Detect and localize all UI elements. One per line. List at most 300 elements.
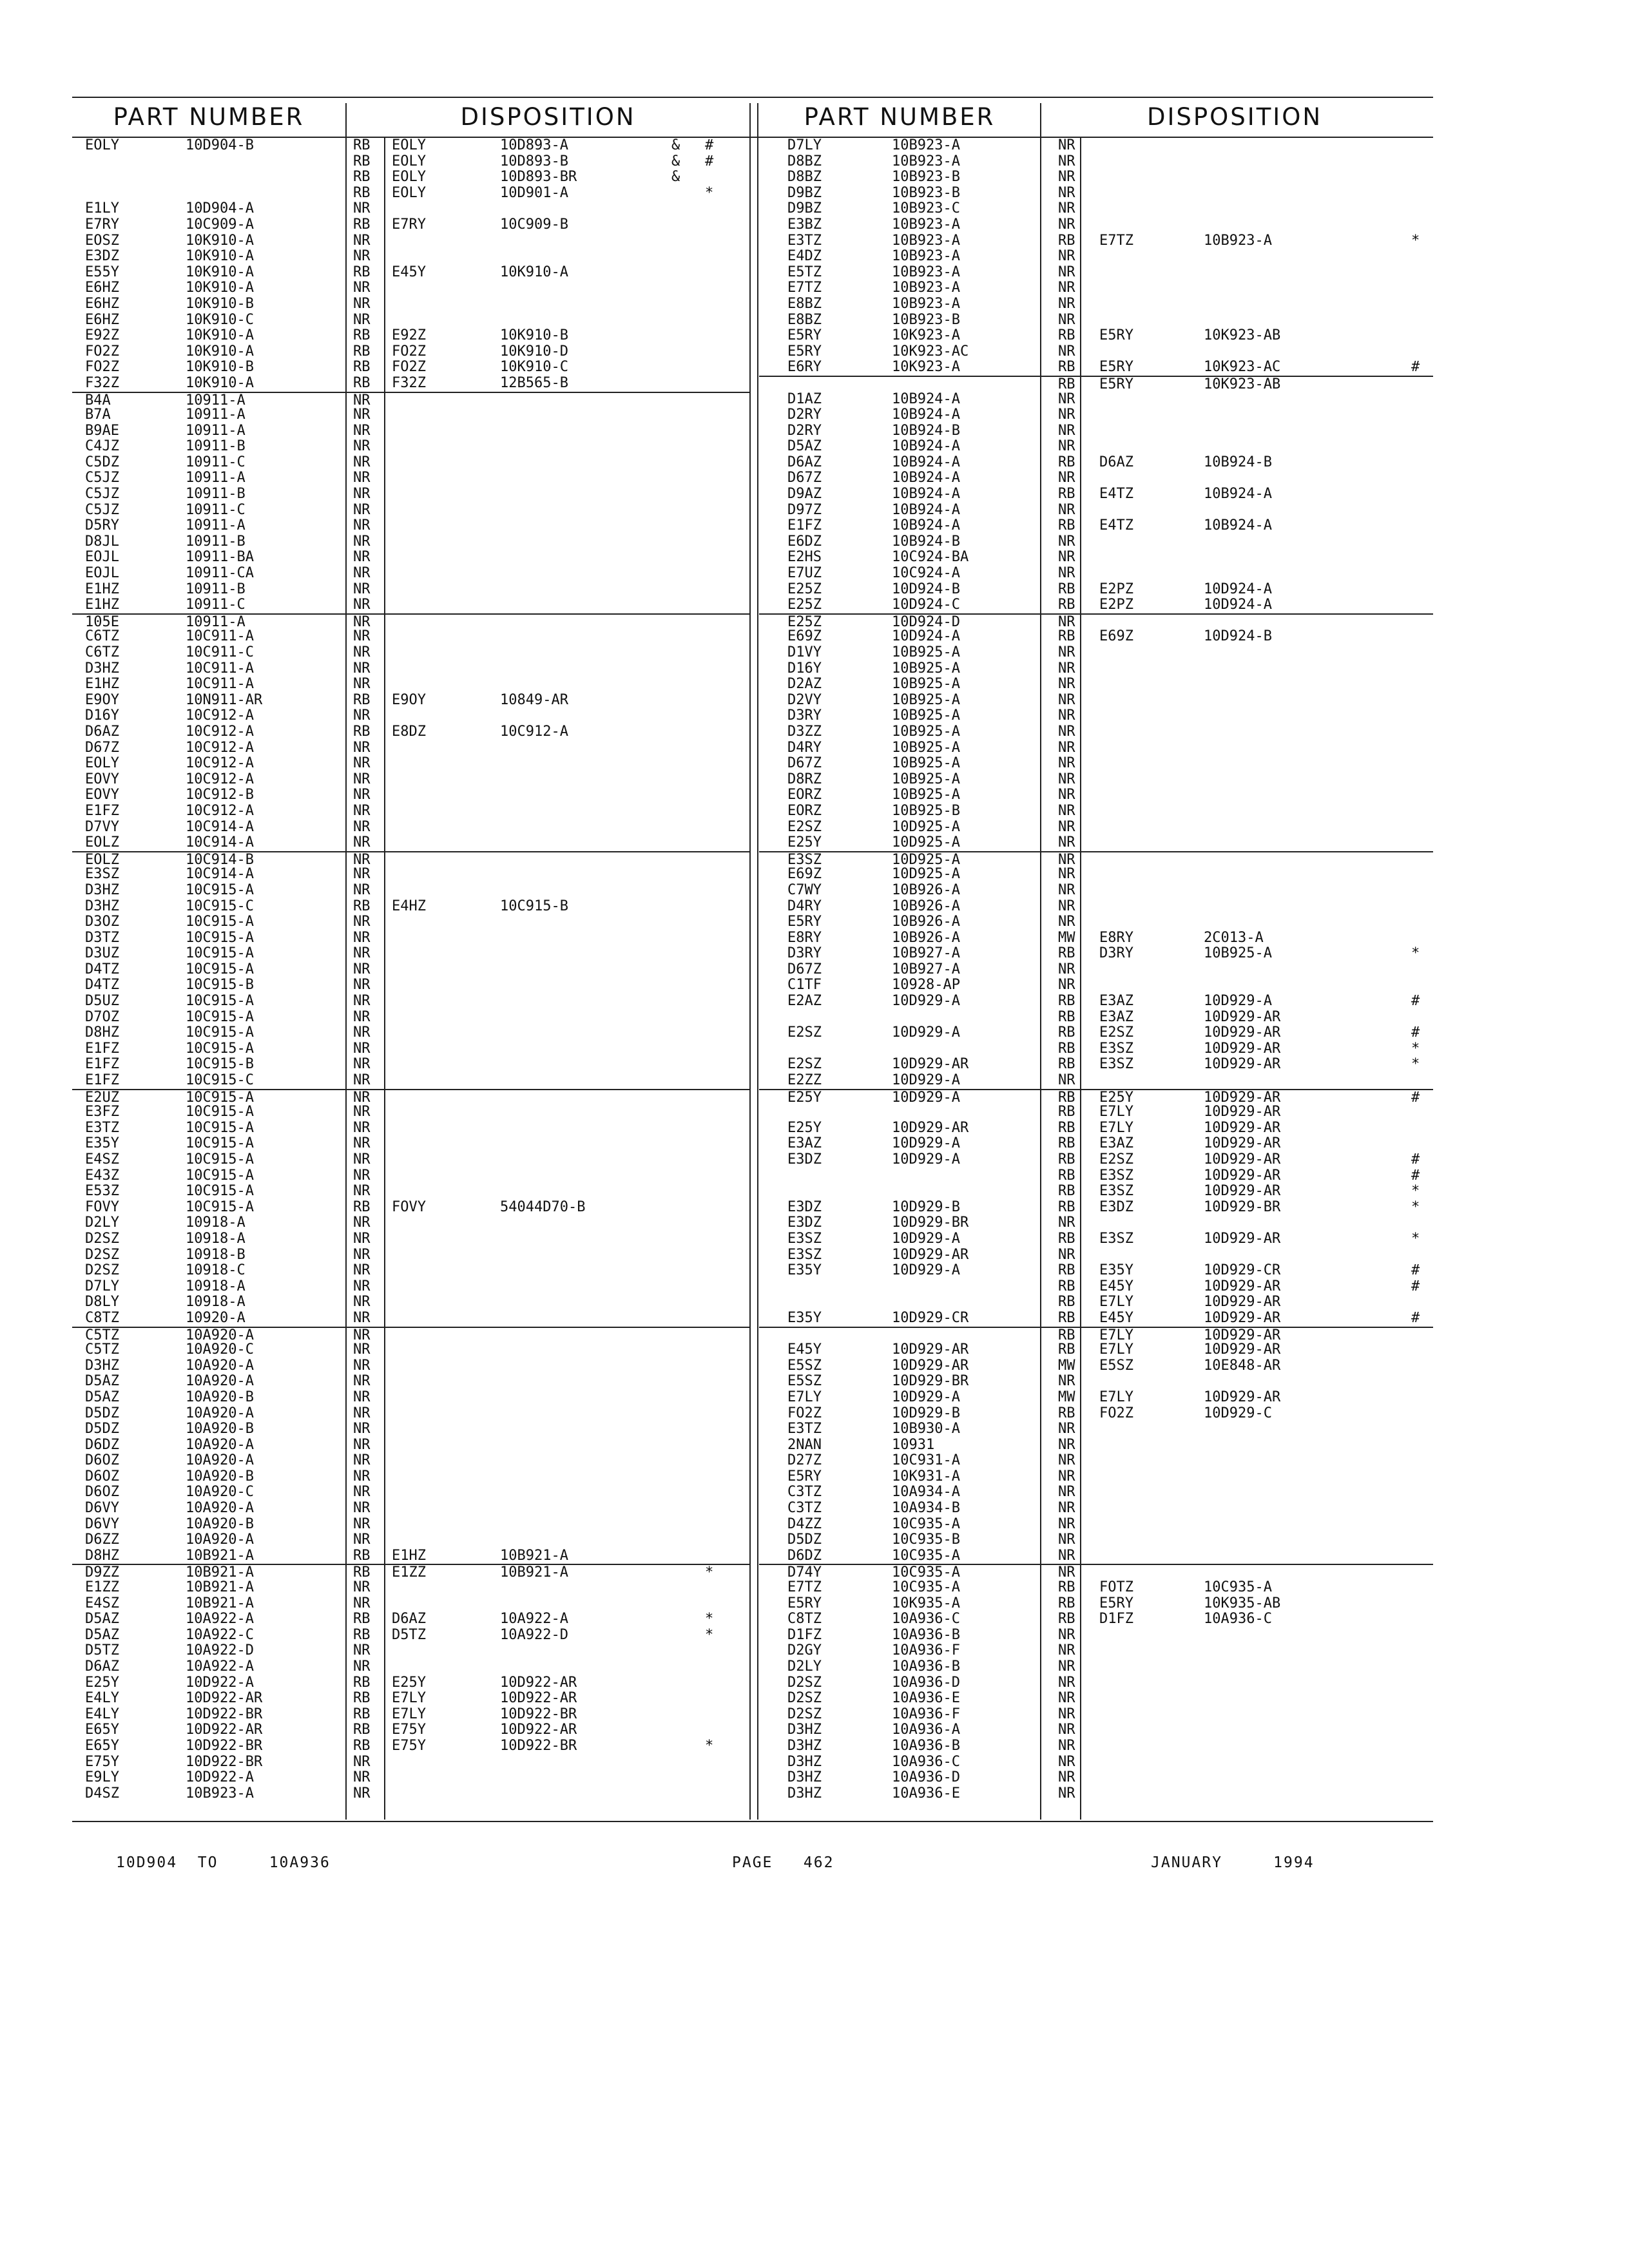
disposition-code: NR [1058, 390, 1075, 407]
part-code: D67Z [787, 470, 822, 486]
disposition-code: RB [353, 1626, 371, 1643]
part-code: D67Z [85, 739, 119, 756]
part-number: 10B921-A [186, 1564, 254, 1581]
part-code: D2SZ [85, 1262, 119, 1279]
part-number: 10911-A [186, 392, 246, 408]
part-code: D2AZ [787, 676, 822, 693]
part-number: 10A934-B [892, 1500, 960, 1517]
table-row [759, 708, 1433, 724]
part-number: 10B923-B [892, 184, 960, 201]
replacement-number: 10B923-A [1204, 232, 1272, 249]
replacement-number: 10D924-A [1204, 597, 1272, 613]
part-number: 10911-B [186, 533, 246, 550]
flag-mark: * [1411, 945, 1420, 962]
table-row [72, 280, 749, 296]
disposition-code: NR [353, 914, 371, 930]
disposition-code: NR [353, 1230, 371, 1247]
table-row [72, 186, 749, 202]
part-code: D6AZ [85, 723, 119, 740]
table-row [72, 883, 749, 899]
disposition-code: NR [353, 597, 371, 613]
part-code: E1FZ [85, 1072, 119, 1089]
part-number: 10D929-BR [892, 1215, 969, 1231]
table-row [72, 994, 749, 1010]
replacement-number: 10C912-A [500, 723, 568, 740]
table-row [72, 1738, 749, 1754]
part-code: E65Y [85, 1722, 119, 1738]
part-number: 10A936-B [892, 1626, 960, 1643]
part-code: EOSZ [85, 232, 119, 249]
part-number: 10C924-A [892, 565, 960, 582]
part-number: 10D924-A [892, 628, 960, 645]
part-number: 10C915-A [186, 1008, 254, 1025]
table-row [759, 740, 1433, 756]
part-number: 10C912-A [186, 707, 254, 724]
disposition-code: NR [353, 818, 371, 835]
part-number: 10A920-A [186, 1405, 254, 1421]
disposition-code: NR [1058, 881, 1075, 898]
part-number: 10C935-A [892, 1547, 960, 1564]
disposition-code: RB [1058, 581, 1075, 597]
replacement-number: 10D922-AR [500, 1690, 577, 1707]
part-number: 10D929-B [892, 1405, 960, 1421]
table-row [759, 265, 1433, 281]
disposition-code: NR [353, 676, 371, 693]
disposition-code: RB [353, 898, 371, 914]
table-row [759, 851, 1433, 867]
part-number: 10A920-C [186, 1484, 254, 1501]
part-number: 10B924-B [892, 422, 960, 439]
part-code: D6AZ [85, 1658, 119, 1675]
disposition-code: RB [353, 1547, 371, 1564]
part-number: 10C915-A [186, 1089, 254, 1106]
table-row [72, 930, 749, 947]
part-code: E4DZ [787, 248, 822, 265]
part-number: 10C915-A [186, 914, 254, 930]
disposition-code: NR [353, 977, 371, 994]
part-code: D27Z [787, 1452, 822, 1469]
part-number: 10911-A [186, 422, 246, 439]
part-code: E9LY [85, 1769, 119, 1786]
disposition-code: NR [1058, 1722, 1075, 1738]
disposition-code: NR [1058, 1072, 1075, 1089]
part-number: 10911-B [186, 581, 246, 597]
part-number: 10A936-E [892, 1785, 960, 1802]
part-code: FO2Z [85, 343, 119, 360]
disposition-code: RB [353, 1737, 371, 1754]
table-row [72, 1184, 749, 1200]
disposition-code: NR [353, 438, 371, 455]
part-code: EOJL [85, 549, 119, 566]
table-row [72, 597, 749, 613]
part-code: D7LY [787, 137, 822, 153]
part-code: E5RY [787, 914, 822, 930]
part-number: 10C915-B [186, 977, 254, 994]
disposition-code: MW [1058, 1389, 1075, 1405]
disposition-code: NR [353, 613, 371, 630]
part-number: 10A936-B [892, 1658, 960, 1675]
table-row [759, 138, 1433, 154]
disposition-code: RB [1058, 1008, 1075, 1025]
disposition-code: NR [353, 1119, 371, 1136]
disposition-code: RB [1058, 454, 1075, 470]
table-row [759, 835, 1433, 851]
part-code: D3ZZ [787, 723, 822, 740]
table-row [759, 1580, 1433, 1596]
disposition-code: RB [353, 327, 371, 344]
replacement-code: E5RY [1099, 1595, 1133, 1611]
table-row [759, 249, 1433, 265]
part-number: 10918-B [186, 1246, 246, 1263]
part-number: 10D929-AR [892, 1246, 969, 1263]
disposition-code: NR [353, 1595, 371, 1611]
part-code: E3DZ [787, 1215, 822, 1231]
replacement-number: 10B921-A [500, 1564, 568, 1581]
part-number: 10D929-AR [892, 1341, 969, 1358]
part-code: E8BZ [787, 295, 822, 312]
part-number: 10911-B [186, 438, 246, 455]
part-code: E6DZ [787, 533, 822, 550]
part-code: E8RY [787, 929, 822, 946]
part-number: 10918-A [186, 1294, 246, 1311]
part-code: D5AZ [85, 1373, 119, 1390]
disposition-code: NR [353, 200, 371, 217]
disposition-code: NR [1058, 200, 1075, 217]
replacement-number: 10C915-B [500, 898, 568, 914]
flag-mark: # [1411, 993, 1420, 1010]
flag-mark: * [705, 1564, 714, 1581]
table-row [759, 629, 1433, 645]
part-number: 10A920-B [186, 1421, 254, 1437]
disposition-code: NR [1058, 1753, 1075, 1770]
center-divider [757, 103, 758, 1820]
replacement-number: 10D929-CR [1204, 1262, 1281, 1279]
part-number: 10D904-A [186, 200, 254, 217]
disposition-code: RB [353, 359, 371, 376]
part-number: 10D929-A [892, 1089, 960, 1106]
table-row [759, 1548, 1433, 1564]
part-number: 10D929-A [892, 1024, 960, 1041]
part-number: 10K931-A [892, 1468, 960, 1485]
table-row [759, 439, 1433, 455]
disposition-code: NR [1058, 1246, 1075, 1263]
replacement-code: E7LY [392, 1690, 426, 1707]
replacement-number: 10K910-A [500, 264, 568, 280]
part-code: D67Z [787, 961, 822, 977]
table-row [72, 312, 749, 329]
part-number: 10C915-C [186, 1072, 254, 1089]
part-code: D8HZ [85, 1547, 119, 1564]
part-code: D97Z [787, 501, 822, 518]
table-row [759, 1659, 1433, 1675]
part-code: E7UZ [787, 565, 822, 582]
disposition-code: NR [1058, 311, 1075, 328]
table-row [759, 455, 1433, 471]
part-code: D6VY [85, 1515, 119, 1532]
table-row [72, 154, 749, 170]
part-code: D2RY [787, 407, 822, 423]
disposition-code: NR [1058, 739, 1075, 756]
table-row [759, 344, 1433, 360]
flag-mark: # [1411, 1089, 1420, 1106]
part-number: 10K910-C [186, 311, 254, 328]
disposition-code: RB [353, 1690, 371, 1707]
part-number: 10A920-C [186, 1341, 254, 1358]
part-code: E92Z [85, 327, 119, 344]
disposition-code: RB [1058, 1024, 1075, 1041]
table-row [72, 376, 749, 392]
part-number: 10B923-B [892, 169, 960, 186]
table-row [72, 582, 749, 598]
table-row [72, 1200, 749, 1216]
part-number: 10911-A [186, 517, 246, 534]
table-row [759, 518, 1433, 534]
part-code: E35Y [787, 1262, 822, 1279]
disposition-code: NR [1058, 1785, 1075, 1802]
table-row [759, 201, 1433, 217]
replacement-number: 10C909-B [500, 216, 568, 233]
part-number: 10B925-A [892, 676, 960, 693]
table-row [72, 693, 749, 709]
part-number: 10D922-BR [186, 1737, 263, 1754]
replacement-number: 10B921-A [500, 1547, 568, 1564]
part-number: 10A922-C [186, 1626, 254, 1643]
part-code: D6VY [85, 1500, 119, 1517]
table-row [72, 1057, 749, 1073]
part-number: 10D929-A [892, 1230, 960, 1247]
replacement-number: 10D929-AR [1204, 1327, 1281, 1343]
table-row [759, 186, 1433, 202]
table-row [72, 772, 749, 788]
replacement-code: E7LY [1099, 1327, 1133, 1343]
replacement-code: FOTZ [1099, 1579, 1133, 1596]
part-code: C3TZ [787, 1500, 822, 1517]
disposition-code: NR [1058, 818, 1075, 835]
disposition-code: RB [1058, 1278, 1075, 1294]
disposition-code: NR [353, 1642, 371, 1659]
replacement-number: 10D924-B [1204, 628, 1272, 645]
amp-mark: & [671, 137, 680, 153]
part-number: 10C915-A [186, 1119, 254, 1136]
part-number: 10K923-A [892, 327, 960, 344]
part-number: 10C911-C [186, 644, 254, 660]
part-number: 10D922-A [186, 1674, 254, 1691]
part-number: 10C915-A [186, 1151, 254, 1168]
table-row [72, 1327, 749, 1343]
replacement-number: 10D929-BR [1204, 1198, 1281, 1215]
disposition-code: RB [353, 1722, 371, 1738]
part-number: 10C915-C [186, 898, 254, 914]
disposition-code: RB [353, 1674, 371, 1691]
part-code: E5SZ [787, 1373, 822, 1390]
part-code: D3HZ [787, 1753, 822, 1770]
table-row [759, 803, 1433, 820]
table-row [72, 1136, 749, 1152]
part-number: 10911-C [186, 454, 246, 470]
disposition-code: NR [353, 311, 371, 328]
disposition-code: NR [1058, 1690, 1075, 1707]
part-number: 10C914-A [186, 818, 254, 835]
part-code: E2SZ [787, 818, 822, 835]
disposition-code: NR [353, 1056, 371, 1073]
table-row [72, 1485, 749, 1501]
replacement-number: 10K910-D [500, 343, 568, 360]
part-code: D3HZ [85, 1357, 119, 1374]
replacement-code: E75Y [392, 1737, 426, 1754]
part-code: E1HZ [85, 676, 119, 693]
part-number: 10B923-A [892, 280, 960, 296]
table-row [72, 217, 749, 233]
part-code: D3TZ [85, 929, 119, 946]
part-number: 10A920-A [186, 1436, 254, 1453]
part-number: 10C915-A [186, 945, 254, 962]
disposition-code: NR [1058, 184, 1075, 201]
replacement-number: 10D922-BR [500, 1737, 577, 1754]
table-row [72, 1596, 749, 1612]
replacement-number: 2C013-A [1204, 929, 1264, 946]
table-row [72, 423, 749, 439]
replacement-number: 10B924-A [1204, 517, 1272, 534]
part-code: D9ZZ [85, 1564, 119, 1581]
part-number: 10B923-A [892, 216, 960, 233]
part-code: D2VY [787, 691, 822, 708]
table-row [72, 1659, 749, 1675]
part-number: 10A936-F [892, 1642, 960, 1659]
table-row [72, 1628, 749, 1644]
part-number: 10B924-A [892, 517, 960, 534]
part-code: D6DZ [85, 1436, 119, 1453]
part-code: D2SZ [787, 1690, 822, 1707]
disposition-code: NR [1058, 295, 1075, 312]
table-row [72, 1564, 749, 1580]
part-number: 10A936-C [892, 1753, 960, 1770]
disposition-code: NR [353, 993, 371, 1010]
part-code: D8RZ [787, 771, 822, 787]
replacement-code: EOLY [392, 169, 426, 186]
disposition-code: NR [1058, 1642, 1075, 1659]
part-code: C8TZ [787, 1611, 822, 1628]
disposition-code: NR [353, 486, 371, 503]
part-number: 10A920-A [186, 1532, 254, 1548]
table-row [759, 1168, 1433, 1184]
replacement-code: D3RY [1099, 945, 1133, 962]
bottom-rule [72, 1821, 1433, 1822]
replacement-code: E5RY [1099, 359, 1133, 376]
part-code: D74Y [787, 1564, 822, 1581]
table-row [72, 613, 749, 629]
table-row [72, 470, 749, 486]
part-number: 10911-C [186, 501, 246, 518]
table-row [759, 376, 1433, 392]
disposition-code: NR [353, 454, 371, 470]
part-code: E69Z [787, 866, 822, 883]
table-row [72, 1358, 749, 1374]
table-row [72, 1010, 749, 1026]
part-number: 10911-A [186, 407, 246, 423]
part-code: D5DZ [85, 1405, 119, 1421]
part-number: 10D904-B [186, 137, 254, 153]
part-code: E53Z [85, 1183, 119, 1200]
table-row [72, 1722, 749, 1738]
part-code: E3DZ [787, 1151, 822, 1168]
disposition-code: NR [353, 533, 371, 550]
part-number: 10B924-A [892, 390, 960, 407]
table-row [72, 1041, 749, 1057]
flag-mark: * [705, 1611, 714, 1628]
replacement-number: 10B925-A [1204, 945, 1272, 962]
part-code: E35Y [85, 1135, 119, 1152]
table-row [759, 1025, 1433, 1041]
table-row [759, 582, 1433, 598]
disposition-code: NR [1058, 1626, 1075, 1643]
part-code: E3SZ [85, 866, 119, 883]
disposition-code: NR [1058, 1421, 1075, 1437]
disposition-code: NR [1058, 676, 1075, 693]
disposition-code: RB [353, 1564, 371, 1581]
table-row [759, 1184, 1433, 1200]
table-row [759, 1596, 1433, 1612]
flag-mark: * [705, 1626, 714, 1643]
part-number: 10D925-A [892, 834, 960, 851]
table-row [759, 1469, 1433, 1485]
part-number: 10B923-A [892, 264, 960, 280]
replacement-code: E3DZ [1099, 1198, 1133, 1215]
disposition-code: NR [1058, 834, 1075, 851]
part-code: C5DZ [85, 454, 119, 470]
part-code: D6OZ [85, 1484, 119, 1501]
part-code: C5JZ [85, 486, 119, 503]
replacement-number: 10C935-A [1204, 1579, 1272, 1596]
replacement-code: E2PZ [1099, 581, 1133, 597]
part-code: E3BZ [787, 216, 822, 233]
table-row [759, 597, 1433, 613]
footer-range: 10D904 TO 10A936 [116, 1854, 331, 1871]
disposition-code: RB [1058, 1056, 1075, 1073]
part-number: 10B925-A [892, 771, 960, 787]
part-number: 10K910-B [186, 295, 254, 312]
disposition-code: NR [353, 1246, 371, 1263]
replacement-code: E45Y [1099, 1309, 1133, 1326]
replacement-number: 10D929-AR [1204, 1183, 1281, 1200]
part-number: 10C912-A [186, 739, 254, 756]
part-code: C4JZ [85, 438, 119, 455]
replacement-code: D6AZ [392, 1611, 426, 1628]
replacement-code: E8DZ [392, 723, 426, 740]
part-number: 10B925-A [892, 739, 960, 756]
part-code: E4SZ [85, 1595, 119, 1611]
part-number: 10D925-A [892, 866, 960, 883]
part-number: 10K923-A [892, 359, 960, 376]
part-number: 10C911-A [186, 628, 254, 645]
disposition-code: NR [353, 1183, 371, 1200]
disposition-code: RB [1058, 1294, 1075, 1311]
disposition-code: RB [353, 153, 371, 169]
part-code: E5RY [787, 327, 822, 344]
disposition-code: RB [353, 1198, 371, 1215]
table-row [759, 930, 1433, 947]
part-code: E4SZ [85, 1151, 119, 1168]
disposition-code: NR [1058, 169, 1075, 186]
table-row [72, 977, 749, 994]
table-row [72, 1247, 749, 1264]
part-number: 10C915-A [186, 1183, 254, 1200]
table-row [72, 803, 749, 820]
part-code: E3DZ [85, 248, 119, 265]
part-code: E25Z [787, 597, 822, 613]
part-number: 10C915-B [186, 1056, 254, 1073]
part-code: D2SZ [787, 1674, 822, 1691]
table-row [759, 550, 1433, 566]
